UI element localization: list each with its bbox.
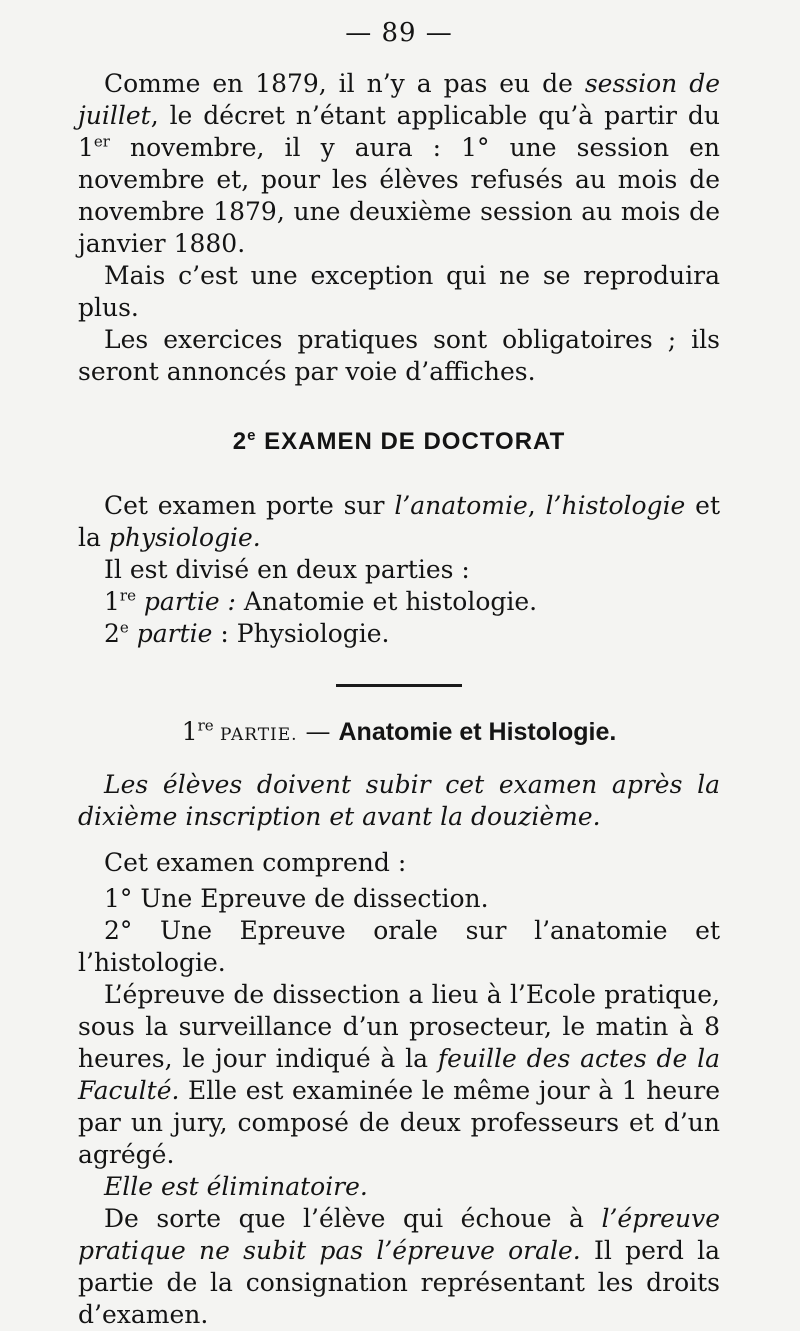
part-list-item-2: [78, 618, 720, 650]
italic-run: l’histologie: [545, 491, 686, 520]
superscript: e: [247, 427, 257, 444]
section-paragraph-2: Il est divisé en deux parties :: [104, 555, 470, 584]
superscript: er: [93, 132, 110, 151]
text-run: : Physiologie.: [212, 619, 390, 648]
eliminatory-note: Elle est éliminatoire.: [104, 1172, 368, 1201]
part-heading: [78, 717, 720, 747]
text-run: , le décret n’étant applicable qu’à partir du 1: [78, 101, 720, 162]
spacer: [78, 687, 720, 717]
superscript: re: [119, 586, 136, 605]
exam-item-1: 1° Une Epreuve de dissection.: [104, 884, 489, 913]
exam-item-2: 2° Une Epreuve orale sur l’anatomie et l’histologie.: [78, 916, 720, 977]
text-run: et la: [78, 491, 721, 552]
final-paragraph: [78, 1203, 720, 1331]
intro-paragraph-1: [78, 68, 720, 260]
text-run: Cet examen porte sur: [104, 491, 395, 520]
item-number: 2: [104, 619, 120, 648]
part-list-item-1: [78, 586, 720, 618]
spacer: [78, 650, 720, 684]
item-number: 1: [104, 587, 120, 616]
text-run: Il perd la partie de la consignation représentant les droits d’examen.: [78, 1236, 720, 1329]
spacer: [78, 833, 720, 847]
heading-title: EXAMEN DE DOCTORAT: [256, 428, 566, 455]
heading-number: 2: [232, 428, 248, 455]
text-run: novembre, il y aura : 1° une session en novembre et, pour les élèves refusés au mois de novembre 1879, une deuxième session au mois de janvier 1880.: [78, 133, 720, 258]
section-paragraph-1: [78, 490, 720, 554]
superscript: re: [197, 716, 214, 735]
spacer: [78, 388, 720, 428]
spacer: [78, 456, 720, 490]
page-number: — 89 —: [345, 18, 453, 48]
dissection-paragraph: [78, 979, 720, 1171]
intro-paragraph-3: Les exercices pratiques sont obligatoires ; ils seront annoncés par voie d’affiches.: [78, 325, 720, 386]
part-label: PARTIE.: [213, 725, 298, 745]
text-run: L’épreuve de dissection a lieu à l’Ecole pratique, sous la surveillance d’un prosecteur, le matin à 8 heures, le jour indiqué à la: [78, 980, 720, 1073]
part-note: Les élèves doivent subir cet examen après la dixième inscription et avant la douzième.: [78, 770, 720, 831]
text-run: De sorte que l’élève qui échoue à: [104, 1204, 602, 1233]
spacer: [78, 747, 720, 769]
intro-paragraph-2: Mais c’est une exception qui ne se reproduira plus.: [78, 261, 720, 322]
italic-run: feuille des actes de la Faculté.: [78, 1044, 720, 1105]
superscript: e: [119, 618, 129, 637]
text-run: Elle est examinée le même jour à 1 heure par un jury, composé de deux professeurs et d’un agrégé.: [78, 1076, 720, 1169]
text-run: Anatomie et histologie.: [235, 587, 538, 616]
italic-run: l’épreuve pratique ne subit pas l’épreuve orale.: [78, 1204, 720, 1265]
italic-run: session de juillet: [78, 69, 720, 130]
exam-intro: Cet examen comprend :: [104, 848, 407, 877]
dash: —: [297, 717, 339, 746]
italic-run: l’anatomie: [394, 491, 528, 520]
section-heading: [78, 428, 720, 456]
part-title: Anatomie et Histologie.: [338, 718, 617, 746]
heading-number: 1: [181, 717, 198, 746]
text-run: ,: [527, 491, 546, 520]
text-run: Comme en 1879, il n’y a pas eu de: [104, 69, 585, 98]
italic-run: partie: [128, 619, 213, 648]
italic-run: physiologie.: [108, 523, 261, 552]
italic-run: partie :: [135, 587, 236, 616]
